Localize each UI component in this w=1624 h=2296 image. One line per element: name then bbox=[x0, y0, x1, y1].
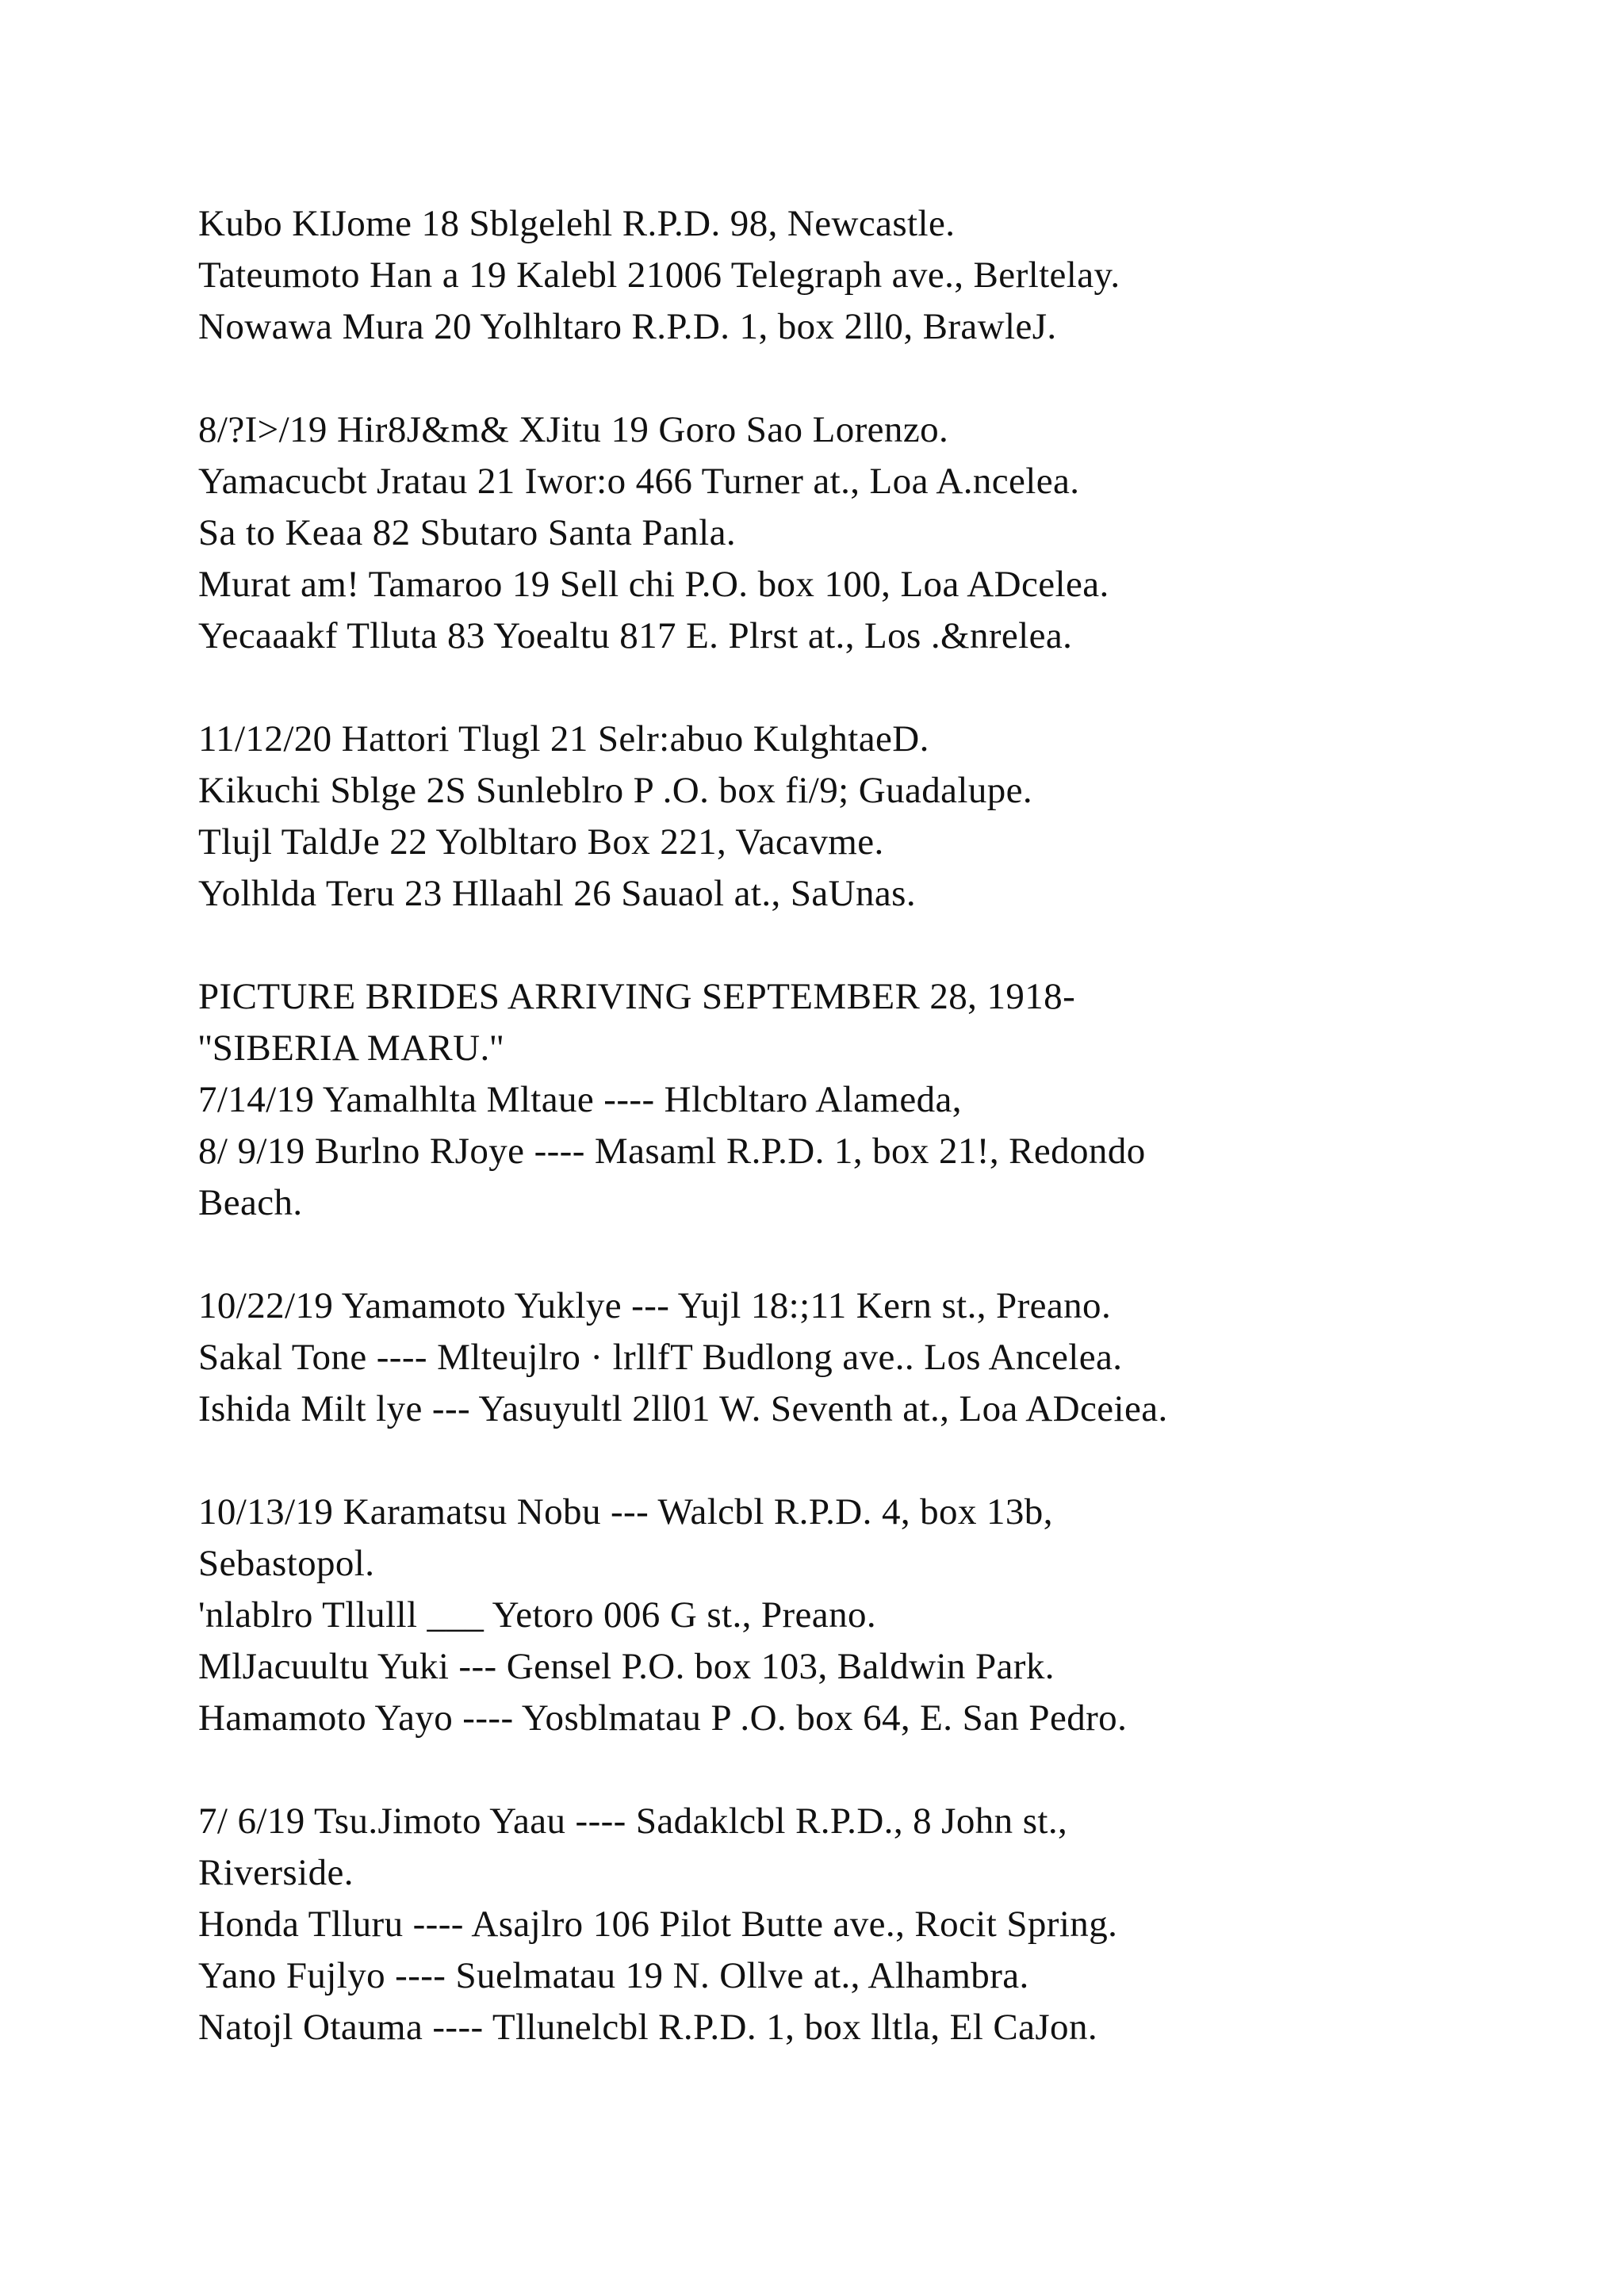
text-line: Tlujl TaldJe 22 Yolbltaro Box 221, Vacavme. bbox=[198, 821, 884, 863]
text-line: 10/22/19 Yamamoto Yuklye --- Yujl 18:;11 Kern st., Preano. bbox=[198, 1285, 1112, 1326]
paragraph bbox=[198, 1487, 1546, 1744]
text-line: 7/ 6/19 Tsu.Jimoto Yaau ---- Sadaklcbl R.P.D., 8 John st., bbox=[198, 1800, 1068, 1842]
text-line: Yano Fujlyo ---- Suelmatau 19 N. Ollve at., Alhambra. bbox=[198, 1955, 1029, 1996]
text-line: 8/ 9/19 Burlno RJoye ---- Masaml R.P.D. 1, box 21!, Redondo bbox=[198, 1131, 1146, 1172]
text-line: Nowawa Mura 20 Yolhltaro R.P.D. 1, box 2ll0, BrawleJ. bbox=[198, 306, 1057, 347]
text-line: Natojl Otauma ---- Tllunelcbl R.P.D. 1, box lltla, El CaJon. bbox=[198, 2007, 1098, 2048]
text-line: Tateumoto Han a 19 Kalebl 21006 Telegraph ave., Berltelay. bbox=[198, 254, 1120, 296]
text-line: Yecaaakf Tlluta 83 Yoealtu 817 E. Plrst at., Los .&nrelea. bbox=[198, 615, 1073, 656]
text-line: Kikuchi Sblge 2S Sunleblro P .O. box fi/9; Guadalupe. bbox=[198, 770, 1033, 811]
paragraph bbox=[198, 714, 1546, 920]
text-line: Kubo KIJome 18 Sblgelehl R.P.D. 98, Newcastle. bbox=[198, 203, 956, 244]
text-line: 7/14/19 Yamalhlta Mltaue ---- Hlcbltaro Alameda, bbox=[198, 1079, 962, 1120]
text-line: Honda Tlluru ---- Asajlro 106 Pilot Butte ave., Rocit Spring. bbox=[198, 1904, 1118, 1945]
text-line: 8/?I>/19 Hir8J&m& XJitu 19 Goro Sao Lorenzo. bbox=[198, 409, 949, 450]
text-line: Yamacucbt Jratau 21 Iwor:o 466 Turner at., Loa A.ncelea. bbox=[198, 461, 1080, 502]
text-line: Sakal Tone ---- Mlteujlro · lrllfT Budlong ave.. Los Ancelea. bbox=[198, 1337, 1123, 1378]
section-heading: PICTURE BRIDES ARRIVING SEPTEMBER 28, 1918- bbox=[198, 976, 1076, 1017]
text-line: Yolhlda Teru 23 Hllaahl 26 Sauaol at., SaUnas. bbox=[198, 873, 916, 914]
text-line: Ishida Milt lye --- Yasuyultl 2ll01 W. Seventh at., Loa ADceiea. bbox=[198, 1388, 1168, 1429]
text-line: Hamamoto Yayo ---- Yosblmatau P .O. box 64, E. San Pedro. bbox=[198, 1697, 1128, 1739]
paragraph bbox=[198, 1280, 1546, 1435]
text-line: 11/12/20 Hattori Tlugl 21 Selr:abuo KulghtaeD. bbox=[198, 718, 929, 760]
text-line: Sa to Keaa 82 Sbutaro Santa Panla. bbox=[198, 512, 736, 553]
document-text bbox=[198, 198, 1546, 2105]
text-line: Murat am! Tamaroo 19 Sell chi P.O. box 100, Loa ADcelea. bbox=[198, 564, 1109, 605]
text-line: 'nlablro Tllulll ___ Yetoro 006 G st., Preano. bbox=[198, 1594, 877, 1636]
text-line: Sebastopol. bbox=[198, 1543, 375, 1584]
paragraph bbox=[198, 971, 1546, 1229]
text-line: MlJacuultu Yuki --- Gensel P.O. box 103, Baldwin Park. bbox=[198, 1646, 1055, 1687]
section-heading: ''SIBERIA MARU.'' bbox=[198, 1027, 504, 1069]
text-line: 10/13/19 Karamatsu Nobu --- Walcbl R.P.D. 4, box 13b, bbox=[198, 1491, 1053, 1533]
paragraph bbox=[198, 404, 1546, 662]
text-line: Riverside. bbox=[198, 1852, 354, 1893]
text-line: Beach. bbox=[198, 1182, 303, 1223]
paragraph bbox=[198, 198, 1546, 353]
paragraph bbox=[198, 1796, 1546, 2053]
